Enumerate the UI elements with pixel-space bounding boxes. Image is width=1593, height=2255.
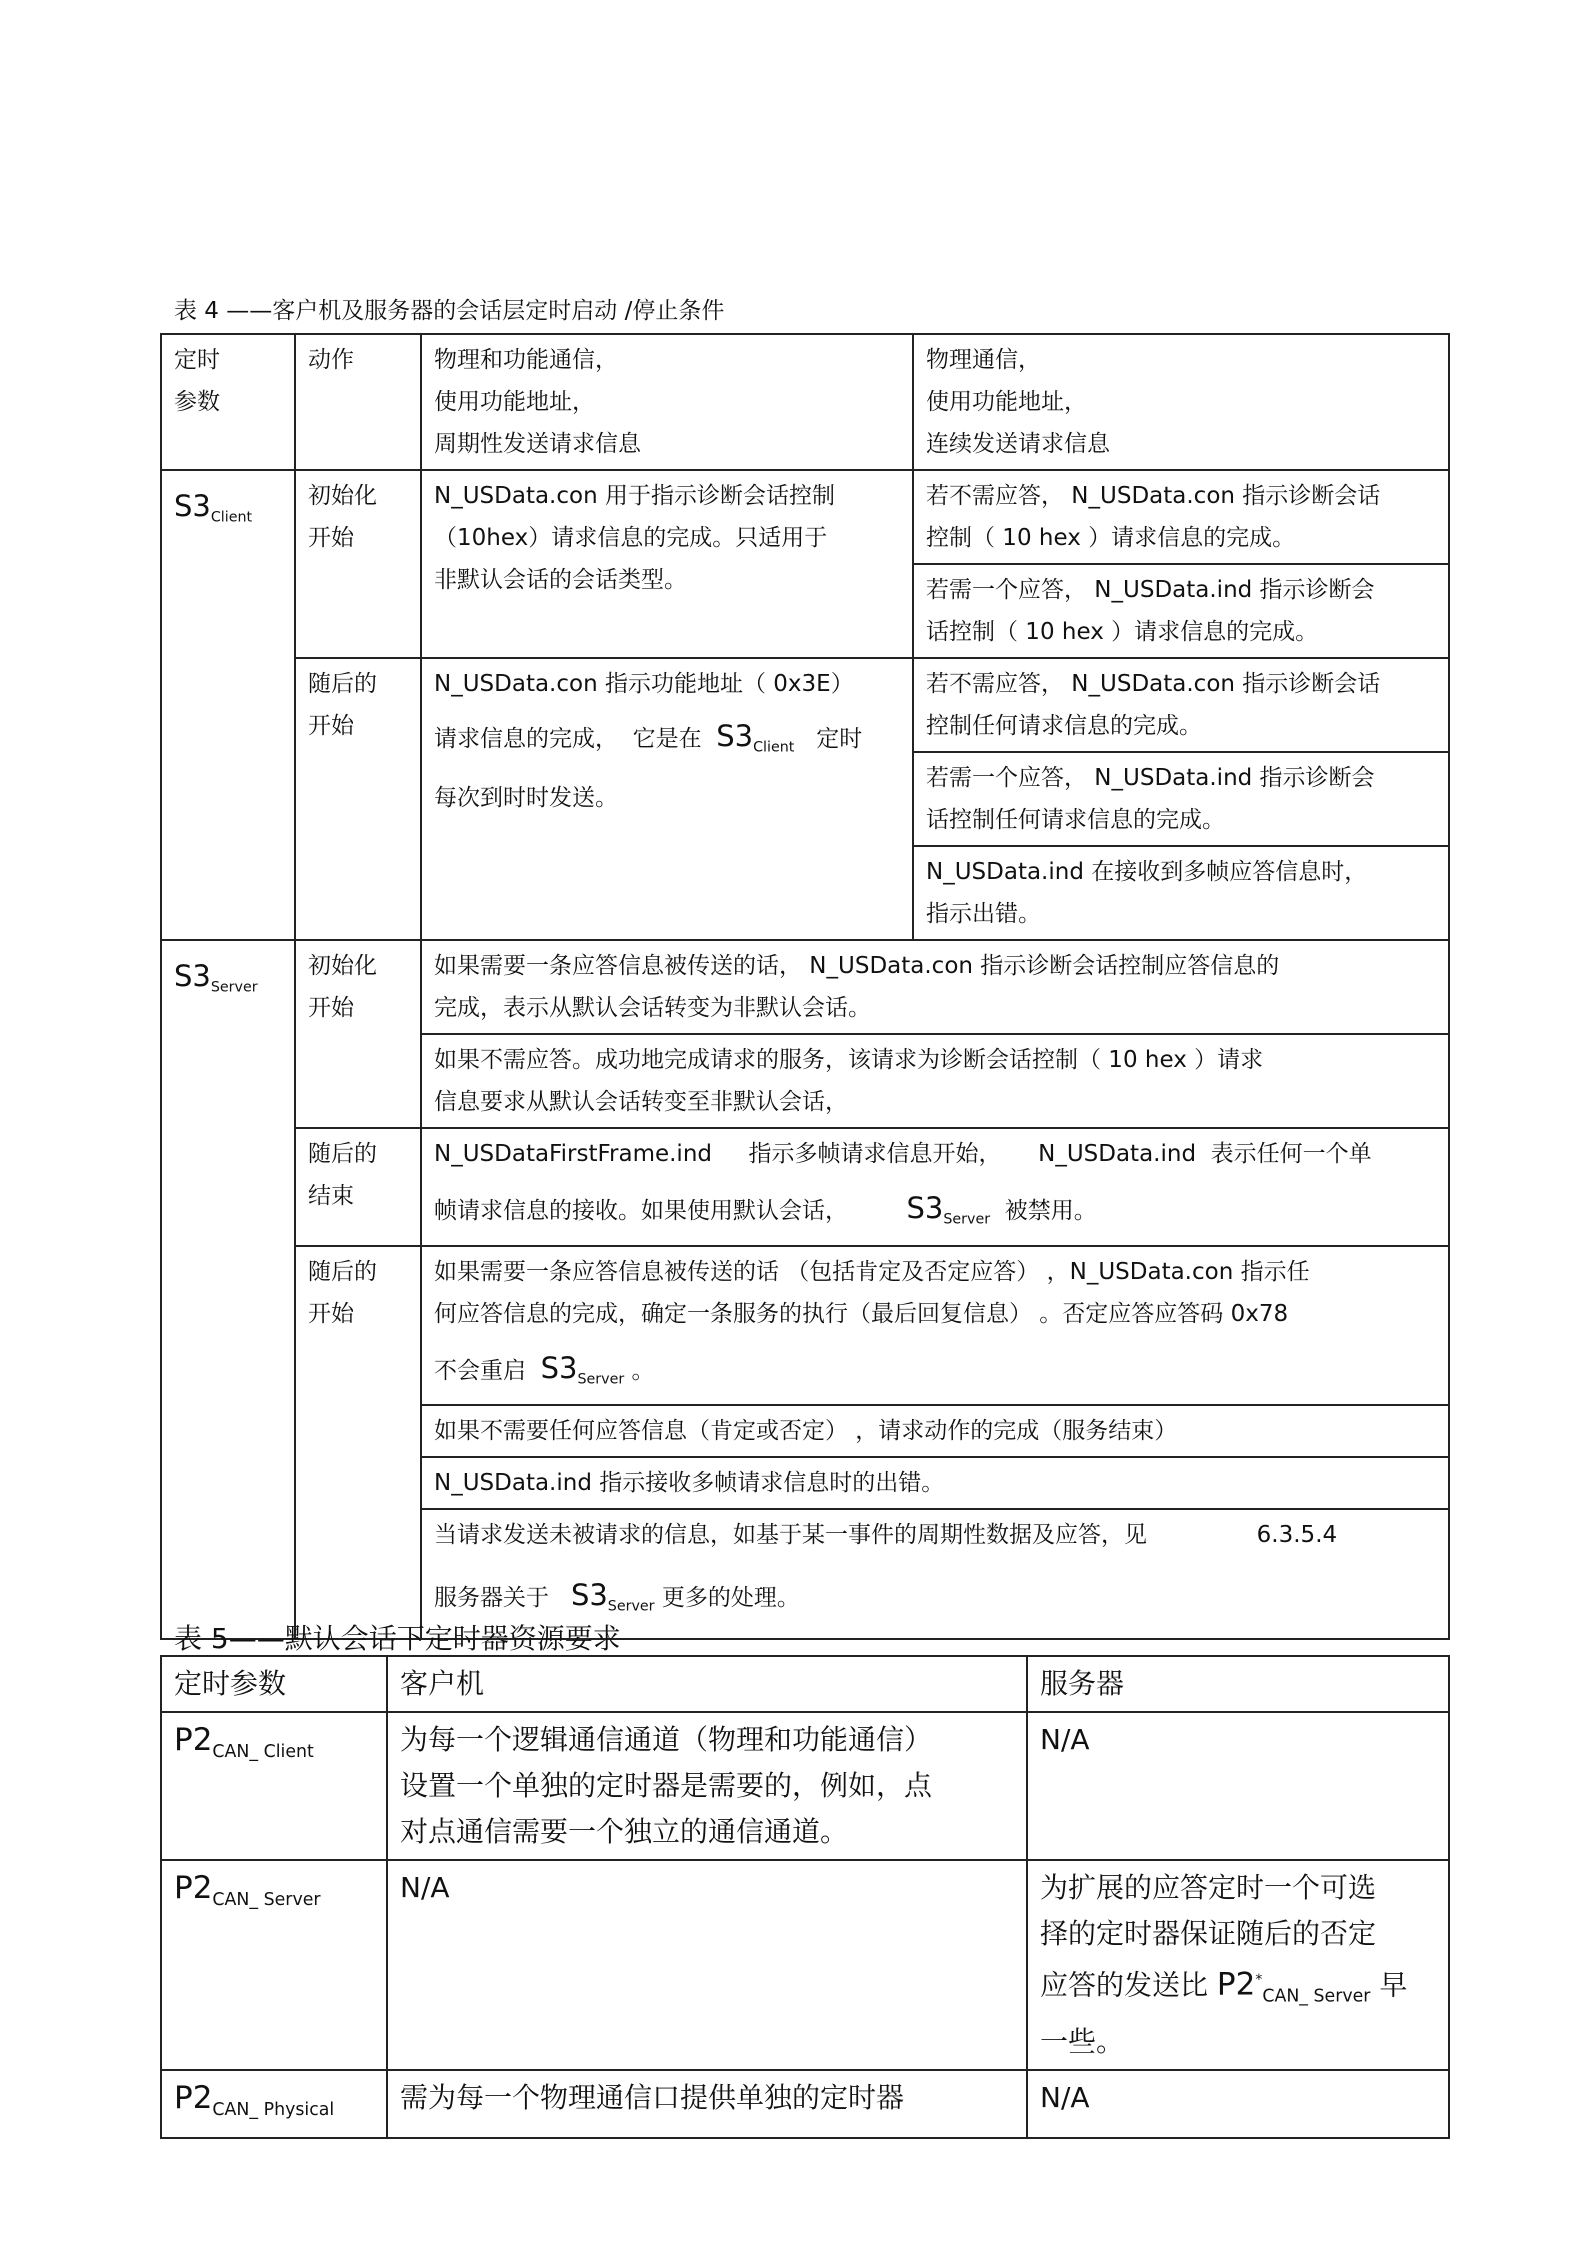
s3server-start-1: 如果需要一条应答信息被传送的话 （包括肯定及否定应答） ，N_USData.con 指示任 何应答信息的完成，确定一条服务的执行（最后回复信息） 。否定应答应答码 0x78 不会重启 $S3_{Server}$ 。 [421,1246,1449,1406]
s3client-next-action: 随后的 开始 [295,658,421,940]
s3client-next-physical-2: 若需一个应答， N_USData.ind 指示诊断会 话控制任何请求信息的完成。 [913,752,1449,846]
p2-physical-param: $P2_{CAN\_ Physical}$ [161,2070,387,2138]
table5-header-server: 服务器 [1027,1656,1449,1712]
table4-header-action: 动作 [295,334,421,470]
table5-row [161,1860,1449,2070]
table4-header-row [161,334,1449,470]
table5-row [161,2070,1449,2138]
p2-physical-server: N/A [1027,2070,1449,2138]
p2-client-client: 为每一个逻辑通信通道（物理和功能通信） 设置一个单独的定时器是需要的，例如，点 对点通信需要一个独立的通信通道。 [387,1712,1027,1860]
s3server-init-action: 初始化 开始 [295,940,421,1128]
s3server-init-1: 如果需要一条应答信息被传送的话， N_USData.con 指示诊断会话控制应答信息的 完成，表示从默认会话转变为非默认会话。 [421,940,1449,1034]
table4-caption: 表 4 ——客户机及服务器的会话层定时启动 /停止条件 [174,298,725,324]
s3client-init-physical-2: 若需一个应答， N_USData.ind 指示诊断会 话控制（ 10 hex ）请求信息的完成。 [913,564,1449,658]
s3server-param: $S3_{Server}$ [161,940,295,1639]
p2-client-param: $P2_{CAN\_ Client}$ [161,1712,387,1860]
p2-server-server: 为扩展的应答定时一个可选 择的定时器保证随后的否定 应答的发送比 $P2^*_{CAN\_ Server}$ 早 一些。 [1027,1860,1449,2070]
table5-header-row [161,1656,1449,1712]
s3server-start-3: N_USData.ind 指示接收多帧请求信息时的出错。 [421,1457,1449,1509]
s3client-param: $S3_{Client}$ [161,470,295,940]
s3server-init-2: 如果不需应答。成功地完成请求的服务，该请求为诊断会话控制（ 10 hex ）请求 信息要求从默认会话转变至非默认会话， [421,1034,1449,1128]
p2-server-client: N/A [387,1860,1027,2070]
table5-caption: 表 5——默认会话下定时器资源要求 [174,1622,621,1655]
s3client-init-physical-1: 若不需应答， N_USData.con 指示诊断会话 控制（ 10 hex ）请求信息的完成。 [913,470,1449,564]
p2-server-param: $P2_{CAN\_ Server}$ [161,1860,387,2070]
table4-header-physical: 物理通信， 使用功能地址， 连续发送请求信息 [913,334,1449,470]
s3client-next-physical-1: 若不需应答， N_USData.con 指示诊断会话 控制任何请求信息的完成。 [913,658,1449,752]
s3server-end-action: 随后的 结束 [295,1128,421,1246]
table4-header-functional: 物理和功能通信， 使用功能地址， 周期性发送请求信息 [421,334,913,470]
table5-header-client: 客户机 [387,1656,1027,1712]
s3server-start-4: 当请求发送未被请求的信息，如基于某一事件的周期性数据及应答，见 6.3.5.4 服务器关于 $S3_{Server}$ 更多的处理。 [421,1509,1449,1639]
table5-header-param: 定时参数 [161,1656,387,1712]
table4-header-param: 定时 参数 [161,334,295,470]
table4 [160,333,1450,1640]
s3server-end-text: N_USDataFirstFrame.ind 指示多帧请求信息开始， N_USData.ind 表示任何一个单 帧请求信息的接收。如果使用默认会话， $S3_{Server}$ 被禁用。 [421,1128,1449,1246]
s3server-start-action: 随后的 开始 [295,1246,421,1639]
s3client-next-functional: N_USData.con 指示功能地址（ 0x3E） 请求信息的完成， 它是在 $S3_{Client}$ 定时 每次到时时发送。 [421,658,913,940]
s3server-start-2: 如果不需要任何应答信息（肯定或否定） ，请求动作的完成（服务结束） [421,1405,1449,1457]
p2-client-server: N/A [1027,1712,1449,1860]
p2-physical-client: 需为每一个物理通信口提供单独的定时器 [387,2070,1027,2138]
table5-row [161,1712,1449,1860]
s3client-init-action: 初始化 开始 [295,470,421,658]
s3client-next-physical-3: N_USData.ind 在接收到多帧应答信息时， 指示出错。 [913,846,1449,940]
table5 [160,1655,1450,2139]
s3client-init-functional: N_USData.con 用于指示诊断会话控制 （10hex）请求信息的完成。只适用于 非默认会话的会话类型。 [421,470,913,658]
